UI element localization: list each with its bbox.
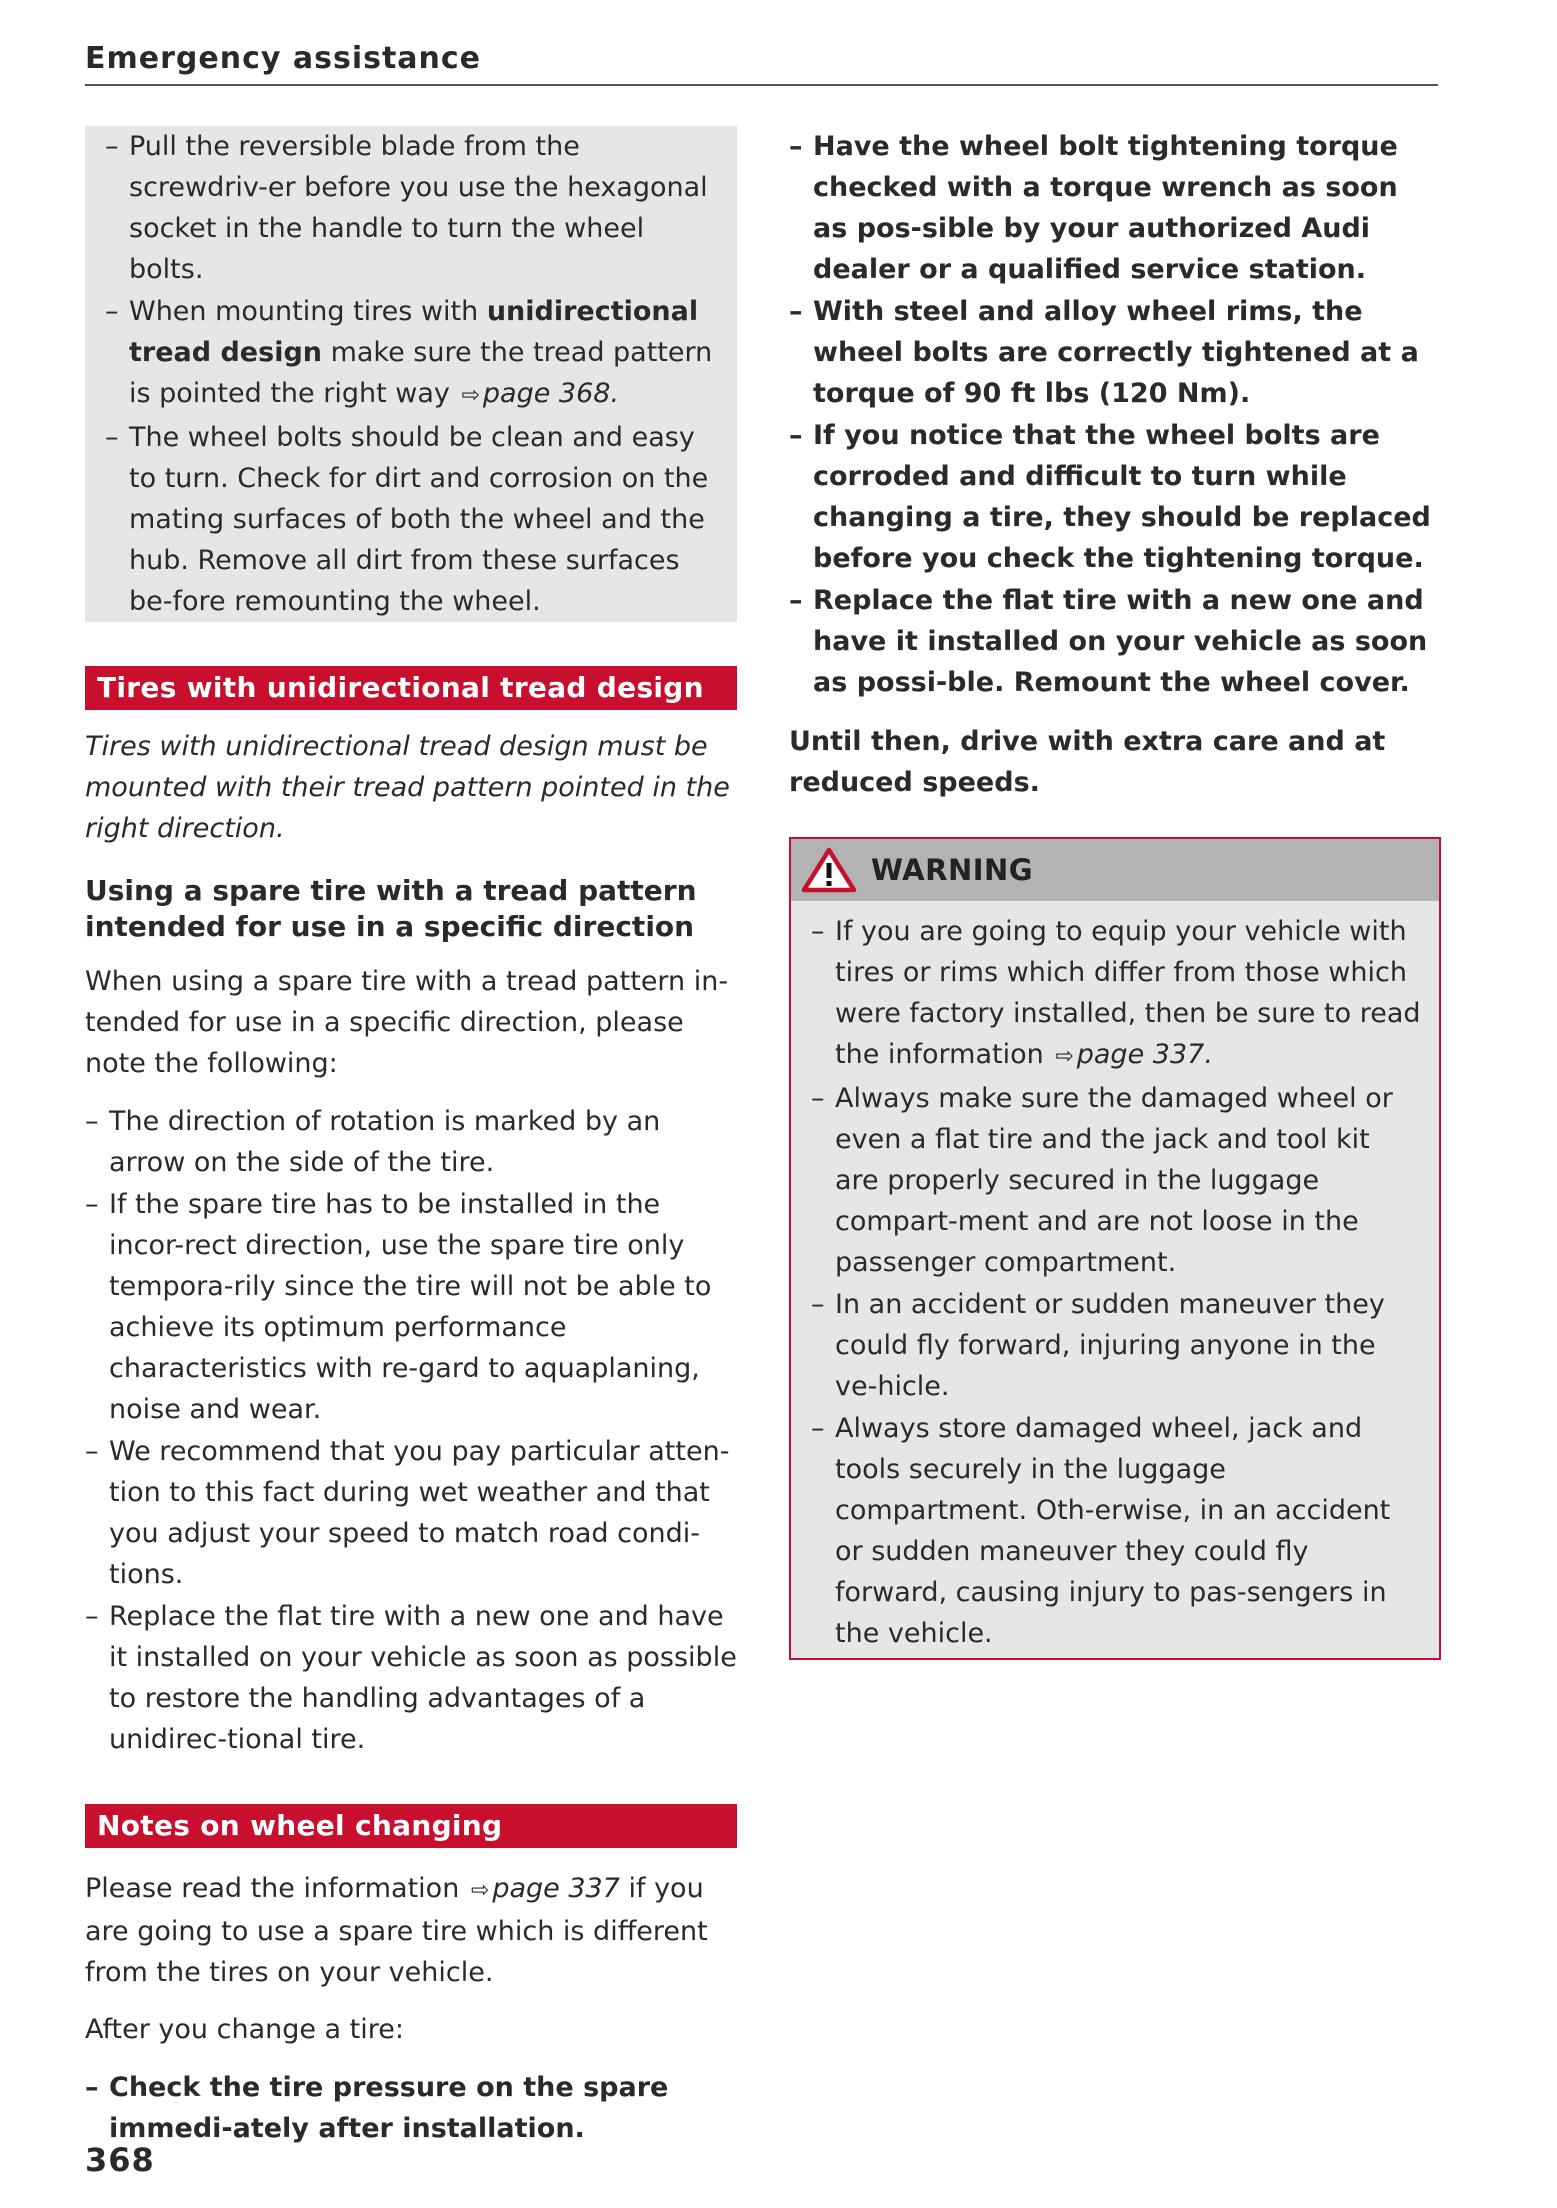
section-heading-unidirectional: Tires with unidirectional tread design — [85, 666, 737, 710]
direction-list — [85, 1101, 737, 1760]
tip-list — [105, 126, 717, 622]
emphasis-text: unidirectional tread design — [129, 296, 699, 368]
warning-title: WARNING — [871, 852, 1034, 887]
list-item-text: make sure the tread pattern is pointed the right way — [129, 337, 713, 409]
paragraph-text: Please read the information — [85, 1873, 468, 1904]
list-item — [811, 911, 1421, 1077]
subheading: Using a spare tire with a tread pattern intended for use in a specific direction — [85, 874, 697, 943]
paragraph-text: if you are going to use a spare tire which is different from the tires on your vehicle. — [85, 1873, 708, 1988]
list-item-text: The wheel bolts should be clean and easy to turn. Check for dirt and corrosion on the mating surfaces of both the wheel and the hub. Remove all dirt from these surfaces be-fore remounting the wheel. — [129, 422, 709, 617]
list-item: – Replace the flat tire with a new one and have it installed on your vehicle as soon as possible to restore the handling advantages of a unidirec-tional tire. — [85, 1596, 737, 1760]
page-reference-link[interactable]: page 368 — [482, 378, 611, 409]
tip-box — [85, 126, 737, 622]
list-item: – If you notice that the wheel bolts are corroded and difficult to turn while changing a tire, they should be replaced before you check the tightening torque. — [789, 415, 1441, 579]
section-intro: Tires with unidirectional tread design must be mounted with their tread pattern pointed in the right direction. — [85, 731, 730, 844]
list-item-text: . — [610, 378, 620, 409]
list-item: – Replace the flat tire with a new one and have it installed on your vehicle as soon as possi-ble. Remount the wheel cover. — [789, 580, 1441, 703]
list-item: – Always make sure the damaged wheel or even a flat tire and the jack and tool kit are properly secured in the luggage compart-ment and are not loose in the passenger compartment. — [811, 1078, 1421, 1283]
torque-list — [789, 126, 1441, 703]
warning-box — [789, 837, 1441, 1660]
paragraph: After you change a tire: — [85, 2014, 404, 2045]
arrow-icon: ⇨ — [1055, 1044, 1074, 1069]
list-item: – Have the wheel bolt tightening torque checked with a torque wrench as soon as pos-sible by your authorized Audi dealer or a qualified service station. — [789, 126, 1441, 290]
warning-body — [791, 901, 1439, 1658]
list-item-text: . — [1204, 1039, 1213, 1070]
paragraph: When using a spare tire with a tread pattern in-tended for use in a specific direction, please note the following: — [85, 966, 729, 1079]
left-column — [85, 126, 737, 2149]
warning-list — [811, 911, 1421, 1654]
warning-triangle-icon — [801, 847, 857, 893]
page-number: 368 — [85, 2141, 155, 2179]
arrow-icon: ⇨ — [470, 1878, 490, 1903]
list-item: – If the spare tire has to be installed in the incor-rect direction, use the spare tire only tempora-rily since the tire will not be able to achieve its optimum performance characteristics with re-gard to aquaplaning, noise and wear. — [85, 1184, 737, 1430]
right-column — [789, 126, 1441, 1660]
list-item — [105, 291, 717, 416]
list-item — [105, 417, 717, 622]
paragraph — [85, 1868, 737, 1993]
page-reference-link[interactable]: page 337 — [1076, 1039, 1205, 1070]
paragraph: Until then, drive with extra care and at reduced speeds. — [789, 726, 1386, 798]
arrow-icon: ⇨ — [461, 383, 480, 408]
page-header — [85, 38, 1438, 86]
list-item-text: Pull the reversible blade from the screwdriv-er before you use the hexagonal socket in the handle to turn the wheel bolts. — [129, 131, 708, 285]
after-change-list — [85, 2067, 737, 2149]
list-item: – We recommend that you pay particular atten-tion to this fact during wet weather and that you adjust your speed to match road condi-tions. — [85, 1431, 737, 1595]
list-item: – The direction of rotation is marked by an arrow on the side of the tire. — [85, 1101, 737, 1183]
list-item — [105, 126, 717, 290]
list-item: – With steel and alloy wheel rims, the wheel bolts are correctly tightened at a torque of 90 ft lbs (120 Nm). — [789, 291, 1441, 414]
list-item: – Always store damaged wheel, jack and tools securely in the luggage compartment. Oth-erwise, in an accident or sudden maneuver they could fly forward, causing injury to pas-sengers in the vehicle. — [811, 1408, 1421, 1654]
list-item: – In an accident or sudden maneuver they could fly forward, injuring anyone in the ve-hicle. — [811, 1284, 1421, 1407]
section-heading-wheel-changing: Notes on wheel changing — [85, 1804, 737, 1848]
list-item-text: If you are going to equip your vehicle with tires or rims which differ from those which were factory installed, then be sure to read the information — [835, 916, 1421, 1070]
page-header-title: Emergency assistance — [85, 41, 482, 76]
warning-header — [791, 839, 1439, 901]
page-reference-link[interactable]: page 337 — [492, 1873, 620, 1904]
list-item-text: When mounting tires with — [129, 296, 487, 327]
list-item: – Check the tire pressure on the spare immedi-ately after installation. — [85, 2067, 737, 2149]
